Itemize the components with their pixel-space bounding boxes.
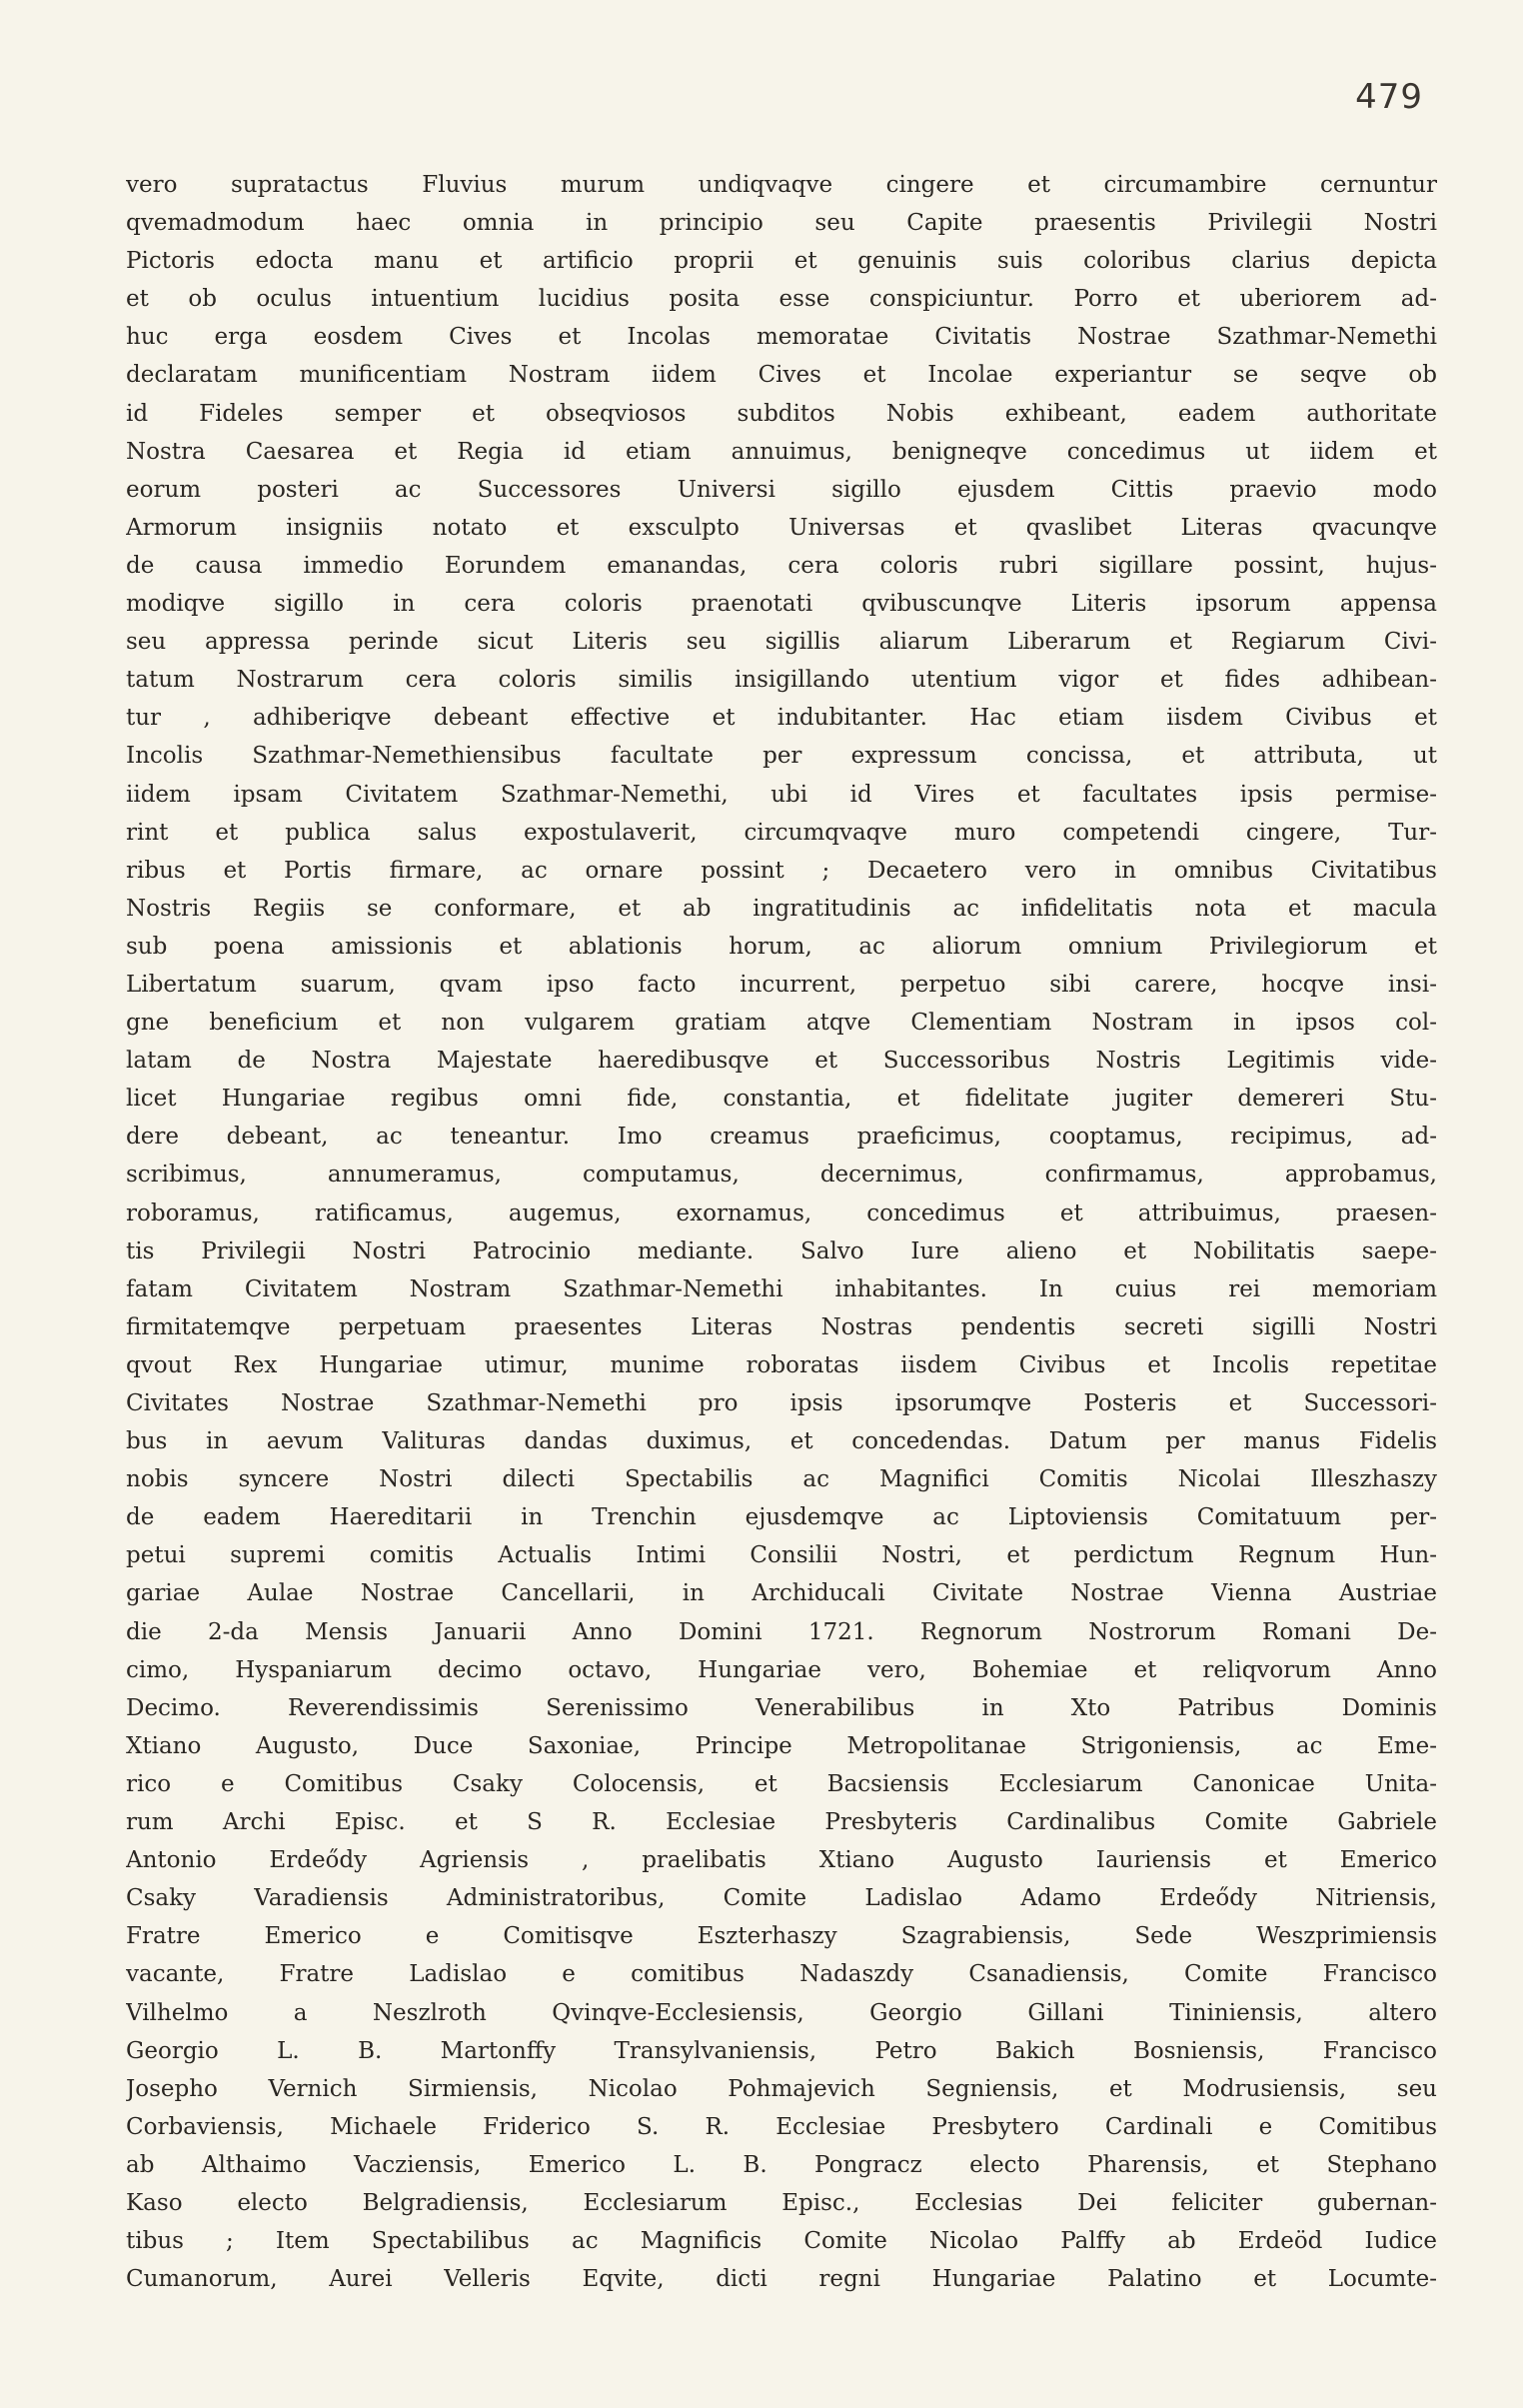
text-line: dere debeant, ac teneantur. Imo creamus praeficimus, cooptamus, recipimus, ad- bbox=[126, 1124, 1437, 1151]
text-line: Corbaviensis, Michaele Friderico S. R. Ecclesiae Presbytero Cardinali e Comitibus bbox=[126, 2113, 1437, 2140]
text-line: petui supremi comitis Actualis Intimi Consilii Nostri, et perdictum Regnum Hun- bbox=[126, 1542, 1437, 1569]
text-line: vacante, Fratre Ladislao e comitibus Nadaszdy Csanadiensis, Comite Francisco bbox=[126, 1961, 1437, 1988]
text-line: id Fideles semper et obseqviosos subditos Nobis exhibeant, eadem authoritate bbox=[126, 400, 1437, 427]
text-line: seu appressa perinde sicut Literis seu sigillis aliarum Liberarum et Regiarum Civi- bbox=[126, 629, 1437, 656]
text-line: Georgio L. B. Martonffy Transylvaniensis, Petro Bakich Bosniensis, Francisco bbox=[126, 2037, 1437, 2064]
text-line: tibus ; Item Spectabilibus ac Magnificis Comite Nicolao Palffy ab Erdeöd Iudice bbox=[126, 2228, 1437, 2255]
text-line: Libertatum suarum, qvam ipso facto incurrent, perpetuo sibi carere, hocqve insi- bbox=[126, 971, 1437, 998]
text-line: Xtiano Augusto, Duce Saxoniae, Principe Metropolitanae Strigoniensis, ac Eme- bbox=[126, 1732, 1437, 1759]
text-line: gariae Aulae Nostrae Cancellarii, in Archiducali Civitate Nostrae Vienna Austriae bbox=[126, 1580, 1437, 1607]
text-line: eorum posteri ac Successores Universi sigillo ejusdem Cittis praevio modo bbox=[126, 476, 1437, 503]
text-line: Armorum insigniis notato et exsculpto Universas et qvaslibet Literas qvacunqve bbox=[126, 514, 1437, 541]
text-line: huc erga eosdem Cives et Incolas memoratae Civitatis Nostrae Szathmar-Nemethi bbox=[126, 324, 1437, 351]
text-line: tatum Nostrarum cera coloris similis insigillando utentium vigor et fides adhibean- bbox=[126, 667, 1437, 694]
text-line: vero supratactus Fluvius murum undiqvaqve cingere et circumambire cernuntur bbox=[126, 172, 1437, 198]
text-line: latam de Nostra Majestate haeredibusqve et Successoribus Nostris Legitimis vide- bbox=[126, 1048, 1437, 1075]
body-text bbox=[126, 166, 1437, 2298]
text-line: ab Althaimo Vacziensis, Emerico L. B. Pongracz electo Pharensis, et Stephano bbox=[126, 2151, 1437, 2178]
text-line: Nostris Regiis se conformare, et ab ingratitudinis ac infidelitatis nota et macula bbox=[126, 895, 1437, 922]
text-line: Pictoris edocta manu et artificio proprii et genuinis suis coloribus clarius depicta bbox=[126, 248, 1437, 275]
text-line: Kaso electo Belgradiensis, Ecclesiarum Episc., Ecclesias Dei feliciter gubernan- bbox=[126, 2189, 1437, 2216]
text-line: die 2-da Mensis Januarii Anno Domini 1721. Regnorum Nostrorum Romani De- bbox=[126, 1618, 1437, 1645]
text-line: Csaky Varadiensis Administratoribus, Comite Ladislao Adamo Erdeődy Nitriensis, bbox=[126, 1885, 1437, 1912]
text-line: iidem ipsam Civitatem Szathmar-Nemethi, ubi id Vires et facultates ipsis permise- bbox=[126, 781, 1437, 808]
text-line: roboramus, ratificamus, augemus, exornamus, concedimus et attribuimus, praesen- bbox=[126, 1200, 1437, 1226]
text-line: modiqve sigillo in cera coloris praenotati qvibuscunqve Literis ipsorum appensa bbox=[126, 591, 1437, 618]
text-line: nobis syncere Nostri dilecti Spectabilis ac Magnifici Comitis Nicolai Illeszhaszy bbox=[126, 1466, 1437, 1493]
text-line: sub poena amissionis et ablationis horum, ac aliorum omnium Privilegiorum et bbox=[126, 933, 1437, 960]
text-line: Fratre Emerico e Comitisqve Eszterhaszy Szagrabiensis, Sede Weszprimiensis bbox=[126, 1923, 1437, 1950]
text-line: Civitates Nostrae Szathmar-Nemethi pro ipsis ipsorumqve Posteris et Successori- bbox=[126, 1390, 1437, 1416]
text-line: Vilhelmo a Neszlroth Qvinqve-Ecclesiensis, Georgio Gillani Tininiensis, altero bbox=[126, 1999, 1437, 2026]
text-line: firmitatemqve perpetuam praesentes Literas Nostras pendentis secreti sigilli Nostri bbox=[126, 1313, 1437, 1340]
text-line: declaratam munificentiam Nostram iidem Cives et Incolae experiantur se seqve ob bbox=[126, 362, 1437, 389]
text-line: tur , adhiberiqve debeant effective et indubitanter. Hac etiam iisdem Civibus et bbox=[126, 705, 1437, 732]
text-line: Nostra Caesarea et Regia id etiam annuimus, benigneqve concedimus ut iidem et bbox=[126, 438, 1437, 465]
text-line: qvemadmodum haec omnia in principio seu Capite praesentis Privilegii Nostri bbox=[126, 210, 1437, 237]
text-line: fatam Civitatem Nostram Szathmar-Nemethi inhabitantes. In cuius rei memoriam bbox=[126, 1275, 1437, 1302]
text-line: de causa immedio Eorundem emanandas, cera coloris rubri sigillare possint, hujus- bbox=[126, 552, 1437, 579]
text-line: Antonio Erdeődy Agriensis , praelibatis Xtiano Augusto Iauriensis et Emerico bbox=[126, 1847, 1437, 1874]
text-line: de eadem Haereditarii in Trenchin ejusdemqve ac Liptoviensis Comitatuum per- bbox=[126, 1504, 1437, 1531]
text-line: rico e Comitibus Csaky Colocensis, et Bacsiensis Ecclesiarum Canonicae Unita- bbox=[126, 1770, 1437, 1797]
page-number: 479 bbox=[1355, 77, 1423, 117]
text-line: ribus et Portis firmare, ac ornare possint ; Decaetero vero in omnibus Civitatibus bbox=[126, 857, 1437, 884]
text-line: tis Privilegii Nostri Patrocinio mediante. Salvo Iure alieno et Nobilitatis saepe- bbox=[126, 1237, 1437, 1264]
text-line: cimo, Hyspaniarum decimo octavo, Hungariae vero, Bohemiae et reliqvorum Anno bbox=[126, 1656, 1437, 1683]
text-line: rint et publica salus expostulaverit, circumqvaqve muro competendi cingere, Tur- bbox=[126, 819, 1437, 846]
text-line: Josepho Vernich Sirmiensis, Nicolao Pohmajevich Segniensis, et Modrusiensis, seu bbox=[126, 2075, 1437, 2102]
text-line: Cumanorum, Aurei Velleris Eqvite, dicti regni Hungariae Palatino et Locumte- bbox=[126, 2266, 1437, 2293]
text-line: rum Archi Episc. et S R. Ecclesiae Presbyteris Cardinalibus Comite Gabriele bbox=[126, 1809, 1437, 1836]
text-line: scribimus, annumeramus, computamus, decernimus, confirmamus, approbamus, bbox=[126, 1162, 1437, 1189]
text-line: Decimo. Reverendissimis Serenissimo Venerabilibus in Xto Patribus Dominis bbox=[126, 1694, 1437, 1721]
text-line: qvout Rex Hungariae utimur, munime roboratas iisdem Civibus et Incolis repetitae bbox=[126, 1351, 1437, 1378]
text-line: bus in aevum Valituras dandas duximus, et concedendas. Datum per manus Fidelis bbox=[126, 1428, 1437, 1455]
text-line: Incolis Szathmar-Nemethiensibus facultate per expressum concissa, et attributa, ut bbox=[126, 743, 1437, 770]
text-line: gne beneficium et non vulgarem gratiam atqve Clementiam Nostram in ipsos col- bbox=[126, 1010, 1437, 1037]
text-line: licet Hungariae regibus omni fide, constantia, et fidelitate jugiter demereri Stu- bbox=[126, 1086, 1437, 1113]
text-line: et ob oculus intuentium lucidius posita esse conspiciuntur. Porro et uberiorem ad- bbox=[126, 286, 1437, 313]
